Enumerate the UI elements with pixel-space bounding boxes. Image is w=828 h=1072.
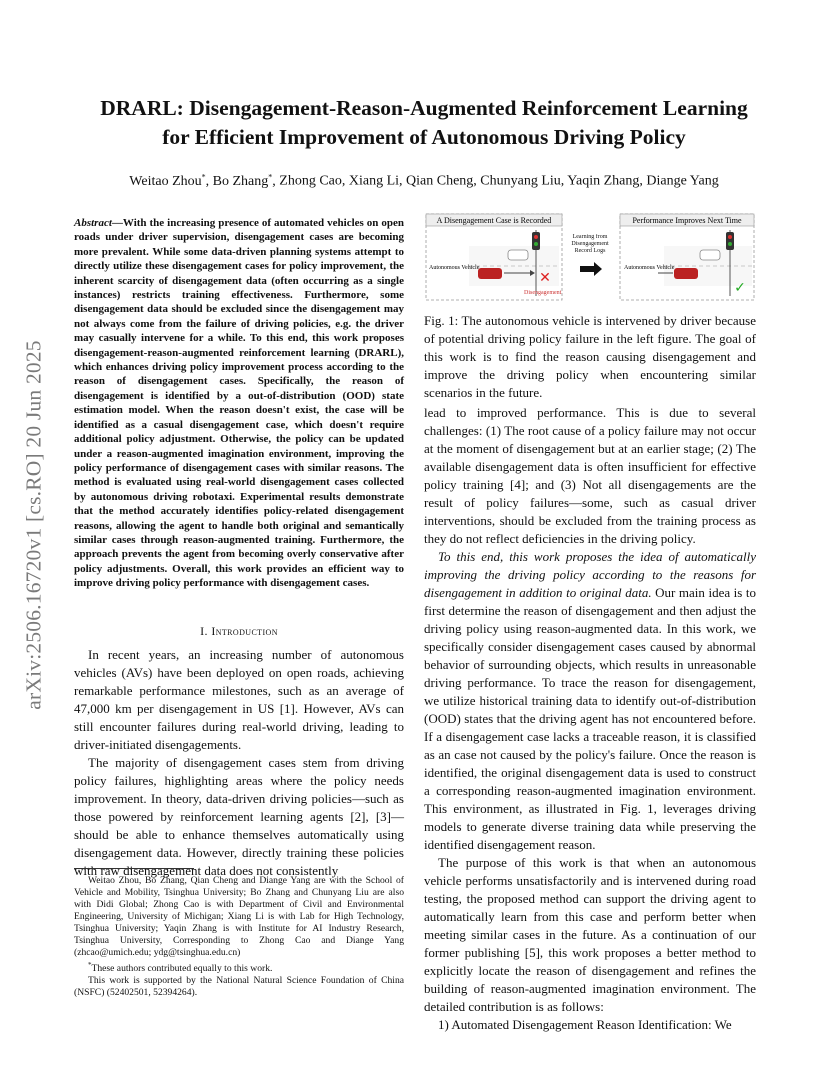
left-panel-title: A Disengagement Case is Recorded bbox=[436, 216, 552, 225]
author: Qian Cheng, bbox=[406, 173, 481, 189]
title-line-1: DRARL: Disengagement-Reason-Augmented Reinforcement Learning bbox=[100, 96, 748, 120]
author: Bo Zhang*, bbox=[212, 172, 280, 189]
success-check-icon: ✓ bbox=[734, 280, 746, 296]
footnotes bbox=[74, 868, 404, 999]
abstract-dash: — bbox=[111, 217, 123, 229]
emphasis-text: To this end, this work proposes the idea of automatically improving the driving policy according to the reasons for disengagement in addition to original data. bbox=[424, 549, 756, 600]
paragraph: The majority of disengagement cases stem from driving policy failures, highlighting areas where the policy needs improvement. In theory, data-driven driving policies—such as those powered by reinforcement learning agents [2], [3]—should be able to enhance themselves automatically using disengagement data. However, directly training these policies with raw disengagement data does not consistently bbox=[74, 755, 404, 878]
author: Chunyang Liu, bbox=[480, 173, 568, 189]
author: Diange Yang bbox=[646, 173, 719, 189]
left-other-vehicle bbox=[508, 250, 528, 260]
author: Zhong Cao, bbox=[279, 173, 349, 189]
author: Yaqin Zhang, bbox=[567, 173, 647, 189]
section-number: I. bbox=[200, 624, 208, 638]
left-vehicle-label: Autonomous Vehicle bbox=[429, 265, 480, 271]
intro-right-column bbox=[424, 404, 756, 1034]
right-ego-vehicle bbox=[674, 268, 698, 279]
figure-1-caption: Fig. 1: The autonomous vehicle is intervened by driver because of potential driving policy failure in the left figure. The goal of this work is to find the reason causing disengagement and improve the driving policy when encountering similar scenarios in the future. bbox=[424, 313, 756, 400]
author: Xiang Li, bbox=[348, 173, 407, 189]
right-vehicle-label: Autonomous Vehicle bbox=[624, 265, 675, 271]
paragraph: In recent years, an increasing number of autonomous vehicles (AVs) have been deployed on open roads, achieving remarkable performance milestones, such as an average of 47,000 km per disengagement in US [1]. However, AVs can still encounter failures during real-world driving, leading to driver-initiated disengagements. bbox=[74, 647, 404, 752]
author: Weitao Zhou*, bbox=[129, 172, 213, 189]
right-traffic-light bbox=[726, 232, 734, 250]
right-traffic-light-green bbox=[728, 242, 732, 246]
funding-footnote: This work is supported by the National Natural Science Foundation of China (NSFC) (52402501, 52394264). bbox=[74, 974, 404, 998]
title-line-2: for Efficient Improvement of Autonomous Driving Policy bbox=[162, 125, 686, 149]
abstract-label: Abstract bbox=[74, 217, 112, 229]
left-traffic-light-green bbox=[534, 242, 538, 246]
footnote-rule bbox=[74, 868, 194, 869]
arrow-label: Learning from Disengagement Record Logs bbox=[571, 234, 609, 254]
arxiv-id-text: arXiv:2506.16720v1 [cs.RO] 20 Jun 2025 bbox=[21, 340, 46, 710]
right-panel-title: Performance Improves Next Time bbox=[632, 216, 742, 225]
right-other-vehicle bbox=[700, 250, 720, 260]
figure-1 bbox=[424, 210, 756, 306]
equal-contribution-footnote: *These authors contributed equally to this work. bbox=[88, 960, 273, 974]
arxiv-identifier bbox=[14, 300, 54, 750]
disengagement-cross-icon: ✕ bbox=[539, 270, 551, 286]
intro-left-column bbox=[74, 646, 404, 880]
left-ego-vehicle bbox=[478, 268, 502, 279]
affiliation-footnote: Weitao Zhou, Bo Zhang, Qian Cheng and Diange Yang are with the School of Vehicle and Mobility, Tsinghua University; Bo Zhang and Chunyang Liu are also with Didi Global; Zhong Cao is with Department of Civil and Environmental Engineering, University of Michigan; Xiang Li is with Lab for High Technology, Tsinghua University; Yaqin Zhang is with Institute for AI Industry Research, Tsinghua University, Corresponding to Zhong Cao and Diange Yang (zhcao@umich.edu; ydg@tsinghua.edu.cn) bbox=[74, 874, 404, 958]
paragraph: The purpose of this work is that when an autonomous vehicle performs unsatisfactorily and is intervened during road testing, the proposed method can support the driving agent to automatically learn from this case and perform better when meeting similar cases in the future. As a continuation of our former publishing [5], this work proposes a better method to explicitly locate the reason of disengagement and refines the building of reason-augmented imagination environment. The detailed contribution is as follows: bbox=[424, 855, 756, 1014]
right-traffic-light-red bbox=[728, 235, 732, 239]
paragraph: lead to improved performance. This is due to several challenges: (1) The root cause of a policy failure may not occur at the moment of disengagement but at an earlier stage; (2) The available disengagement data is often insufficient for effective policy training [4]; and (3) Not all disengagements are the result of policy failures—some, such as casual driver interventions, should be excluded from the training process as they do not reflect deficiencies in the driving policy. bbox=[424, 405, 756, 546]
paragraph: To this end, this work proposes the idea of automatically improving the driving policy according to the reasons for disengagement in addition to original data. Our main idea is to first determine the reason of disengagement and then adjust the driving policy using reason-augmented data. In this work, we specifically consider disengagement cases caused by abnormal behavior of surrounding objects, which results in unreasonable driving performance. To trace the reason for disengagement, we utilize historical training data to identify out-of-distribution (OOD) states that the driving agent has not encountered before. If a disengagement case lacks a traceable reason, it is classified as an case not caused by the policy's failure. Once the reason is identified, the original disengagement data is used to construct a corresponding reason-augmented imagination environment. This environment, as illustrated in Fig. 1, leverages driving models to generate diverse training data while preserving the identified disengagement reason. bbox=[424, 549, 756, 852]
left-traffic-light-red bbox=[534, 235, 538, 239]
abstract bbox=[74, 216, 404, 591]
disengagement-label: Disengagement bbox=[524, 290, 562, 296]
left-traffic-light bbox=[532, 232, 540, 250]
abstract-text: With the increasing presence of automated vehicles on open roads under driver supervision, disengagement cases are becoming more prevalent. While some data-driven planning systems attempt to directly utilize these disengagement cases for policy improvement, the inherent scarcity of disengagement data (often occurring as a single instances) restricts training effectiveness. Furthermore, some disengagement data should be excluded since the disengagement may not always come from the failure of driving policies, e.g. the driver may casually intervene for a while. To this end, this work proposes disengagement-reason-augmented reinforcement learning (DRARL), which enhances driving policy improvement process according to the reason of disengagement cases. Specifically, the reason of disengagement is identified by a out-of-distribution (OOD) state estimation model. When the reason doesn't exist, the case will be identified as a casual disengagement case, which doesn't require additional policy adjustment. Otherwise, the policy can be updated under a reason-augmented imagination environment, improving the policy performance of disengagement cases with similar reasons. The method is evaluated using real-world disengagement cases collected by autonomous driving robotaxi. Experimental results demonstrate that the method accurately identifies policy-related disengagement reasons, allowing the agent to handle both original and semantically similar cases through reason-augmented training. Furthermore, the approach prevents the agent from becoming overly conservative after policy adjustments. Overall, this work provides an efficient way to improve driving policy performance with disengagement cases. bbox=[74, 217, 404, 590]
author-list bbox=[60, 172, 788, 190]
section-title: Introduction bbox=[211, 624, 278, 638]
figure-1-diagram bbox=[424, 210, 756, 306]
section-heading bbox=[74, 624, 404, 639]
paper-title bbox=[60, 94, 788, 152]
contribution-list-item: 1) Automated Disengagement Reason Identification: We bbox=[438, 1017, 732, 1032]
